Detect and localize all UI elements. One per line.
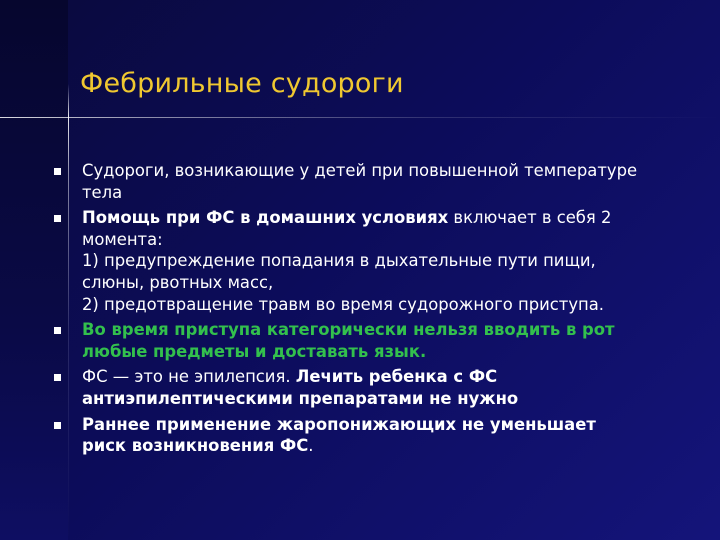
- item-3-line-1: Во время приступа категорически нельзя вводить в рот: [82, 320, 615, 340]
- bullet-list: [52, 160, 692, 461]
- item-2-rest-text: включает в себя 2: [448, 208, 612, 228]
- item-4-line-1: [82, 366, 692, 388]
- square-bullet-icon: [54, 168, 61, 175]
- bullet-item-4: [52, 366, 692, 409]
- horizontal-divider: [0, 117, 720, 118]
- item-2-bold-text: Помощь при ФС в домашних условиях: [82, 208, 449, 228]
- item-1-line-1: Судороги, возникающие у детей при повышенной температуре: [82, 161, 638, 180]
- item-2-line-3: 1) предупреждение попадания в дыхательные пути пищи,: [82, 251, 596, 271]
- item-1-line-2: тела: [82, 182, 123, 202]
- item-5-line-2: [82, 435, 692, 457]
- item-2-line-2: момента:: [82, 229, 163, 249]
- item-2-line-4: слюны, рвотных масс,: [82, 272, 274, 292]
- item-2-line-1: [82, 207, 692, 229]
- square-bullet-icon: [54, 374, 61, 381]
- item-5-bold-text: риск возникновения ФС: [82, 436, 309, 456]
- item-3-line-2: любые предметы и доставать язык.: [82, 341, 427, 361]
- item-4-normal-text: ФС — это не эпилепсия.: [82, 367, 296, 387]
- square-bullet-icon: [54, 215, 61, 222]
- item-2-line-5: 2) предотвращение травм во время судорожного приступа.: [82, 294, 605, 314]
- square-bullet-icon: [54, 327, 61, 334]
- item-5-period: .: [308, 436, 314, 456]
- square-bullet-icon: [54, 422, 61, 429]
- bullet-item-2: [52, 207, 692, 315]
- bullet-item-3: [52, 319, 692, 362]
- item-4-bold-text: Лечить ребенка с ФС: [295, 367, 498, 387]
- slide-title: Фебрильные судороги: [80, 68, 404, 99]
- item-4-line-2: антиэпилептическими препаратами не нужно: [82, 388, 519, 408]
- bullet-item-5: [52, 414, 692, 457]
- item-5-line-1: Раннее применение жаропонижающих не уменьшает: [82, 414, 596, 434]
- bullet-item-1: [52, 160, 692, 203]
